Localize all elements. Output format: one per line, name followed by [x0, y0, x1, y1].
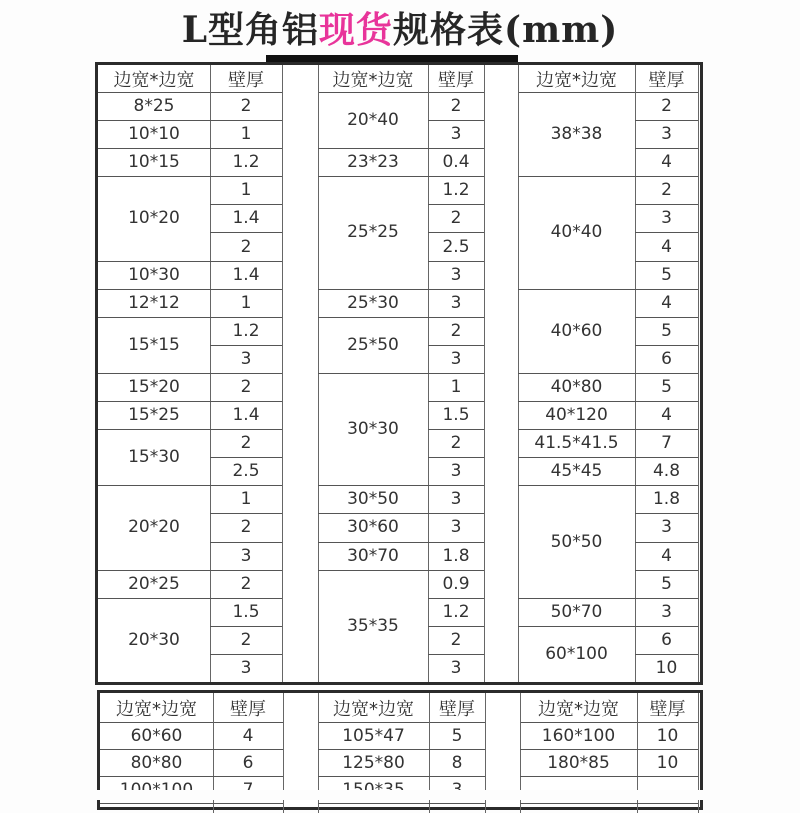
thickness-cell: 2.5 [232, 461, 260, 482]
thickness-cell: 3 [450, 461, 462, 482]
thickness-cell: 4 [661, 545, 672, 566]
size-cell: 45*45 [550, 461, 603, 482]
group-right-border [698, 65, 699, 682]
thickness-cell: 4 [661, 152, 672, 173]
thickness-cell: 1 [450, 376, 462, 397]
sub-row-divider [210, 345, 282, 346]
thickness-cell: 10 [656, 725, 679, 746]
thickness-cell: 1.4 [232, 208, 260, 229]
size-cell: 40*40 [550, 222, 603, 243]
header-thickness: 壁厚 [228, 69, 264, 91]
thickness-cell: 5 [661, 376, 672, 397]
sub-row-divider [210, 513, 282, 514]
thickness-cell: 2 [450, 208, 462, 229]
sub-row-divider [428, 232, 484, 233]
size-cell: 15*15 [128, 334, 180, 355]
thickness-cell: 2 [661, 96, 672, 117]
sub-row-divider [428, 598, 484, 599]
page-title [0, 6, 800, 54]
size-cell: 180*85 [547, 752, 610, 773]
thickness-cell: 1.5 [232, 601, 260, 622]
thickness-cell: 1.4 [232, 405, 260, 426]
group-right-border [484, 65, 485, 682]
thickness-cell: 4 [242, 725, 254, 746]
thickness-cell: 3 [450, 292, 462, 313]
size-cell: 8*25 [133, 96, 175, 117]
group-right-border [282, 65, 283, 682]
thickness-cell: 6 [242, 752, 254, 773]
sub-row-divider [428, 457, 484, 458]
sub-row-divider [210, 626, 282, 627]
size-cell: 60*100 [545, 643, 608, 664]
thickness-cell: 3 [450, 264, 462, 285]
thickness-cell: 5 [661, 573, 672, 594]
thickness-cell: 3 [450, 489, 462, 510]
thickness-cell: 1 [240, 489, 252, 510]
bottom-edge [0, 790, 800, 800]
thickness-cell: 1.4 [232, 264, 260, 285]
size-cell: 30*30 [347, 419, 399, 440]
thickness-cell: 2 [240, 629, 252, 650]
thickness-cell: 4.8 [652, 461, 681, 482]
sub-row-divider [428, 429, 484, 430]
header-size: 边宽*边宽 [536, 69, 617, 91]
sub-row-divider [210, 542, 282, 543]
thickness-cell: 5 [451, 725, 463, 746]
thickness-cell: 2 [450, 629, 462, 650]
title-suffix: 规格表(mm) [393, 9, 619, 51]
sub-row-divider [635, 570, 698, 571]
size-cell: 50*50 [550, 531, 603, 552]
thickness-cell: 2 [240, 96, 252, 117]
thickness-cell: 3 [450, 517, 462, 538]
size-cell: 105*47 [342, 725, 405, 746]
thickness-cell: 2 [240, 517, 252, 538]
size-cell: 60*60 [130, 725, 183, 746]
size-cell: 40*60 [550, 320, 603, 341]
size-cell: 160*100 [541, 725, 616, 746]
size-cell: 25*25 [347, 222, 399, 243]
sub-row-divider [635, 232, 698, 233]
thickness-cell: 2 [240, 573, 252, 594]
thickness-cell: 0.4 [442, 152, 470, 173]
size-cell: 80*80 [130, 752, 183, 773]
size-cell: 30*70 [347, 545, 399, 566]
thickness-cell: 1 [240, 180, 252, 201]
size-cell: 25*50 [347, 334, 399, 355]
sub-row-divider [210, 204, 282, 205]
sub-row-divider [428, 204, 484, 205]
row-divider [520, 803, 698, 804]
size-cell: 10*10 [128, 124, 180, 145]
size-cell: 30*60 [347, 517, 399, 538]
size-cell: 41.5*41.5 [534, 433, 619, 454]
thickness-cell: 4 [661, 405, 672, 426]
header-size: 边宽*边宽 [332, 69, 414, 91]
thickness-cell: 2 [240, 376, 252, 397]
sub-row-divider [635, 542, 698, 543]
size-cell: 40*80 [550, 376, 603, 397]
thickness-cell: 1.2 [232, 320, 260, 341]
thickness-cell: 1.2 [232, 152, 260, 173]
header-thickness: 壁厚 [649, 698, 686, 720]
size-cell: 20*20 [128, 517, 180, 538]
thickness-cell: 6 [661, 348, 672, 369]
thickness-cell: 3 [661, 124, 672, 145]
size-cell: 15*30 [128, 447, 180, 468]
size-cell: 35*35 [347, 615, 399, 636]
size-cell: 38*38 [550, 124, 603, 145]
header-thickness: 壁厚 [648, 69, 685, 91]
thickness-cell: 8 [451, 752, 463, 773]
thickness-cell: 5 [661, 320, 672, 341]
thickness-cell: 2.5 [442, 236, 470, 257]
thickness-cell: 10 [656, 752, 679, 773]
thickness-cell: 2 [240, 236, 252, 257]
size-cell: 30*50 [347, 489, 399, 510]
size-cell: 10*15 [128, 152, 180, 173]
size-cell: 15*25 [128, 405, 180, 426]
sub-row-divider [428, 345, 484, 346]
sub-row-divider [210, 232, 282, 233]
thickness-cell: 1.5 [442, 405, 470, 426]
sub-row-divider [428, 654, 484, 655]
thickness-cell: 1 [240, 292, 252, 313]
sub-row-divider [428, 626, 484, 627]
thickness-cell: 2 [661, 180, 672, 201]
title-highlight: 现货 [319, 9, 394, 51]
header-size: 边宽*边宽 [113, 69, 195, 91]
thickness-cell: 3 [450, 657, 462, 678]
thickness-cell: 3 [661, 517, 672, 538]
thickness-cell: 5 [661, 264, 672, 285]
sub-row-divider [635, 345, 698, 346]
thickness-cell: 3 [240, 545, 252, 566]
sub-row-divider [210, 654, 282, 655]
sub-row-divider [635, 120, 698, 121]
size-cell: 25*30 [347, 292, 399, 313]
thickness-cell: 1.2 [442, 601, 470, 622]
thickness-cell: 1.8 [442, 545, 470, 566]
thickness-cell: 10 [655, 657, 678, 678]
sub-row-divider [210, 457, 282, 458]
size-cell: 10*30 [128, 264, 180, 285]
thickness-cell: 3 [661, 208, 672, 229]
thickness-cell: 2 [240, 433, 252, 454]
sub-row-divider [635, 204, 698, 205]
thickness-cell: 0.9 [442, 573, 470, 594]
size-cell: 125*80 [342, 752, 405, 773]
sub-row-divider [635, 148, 698, 149]
thickness-cell: 1 [240, 124, 252, 145]
size-cell: 23*23 [347, 152, 399, 173]
size-cell: 50*70 [550, 601, 603, 622]
sub-row-divider [428, 401, 484, 402]
title-prefix: L型角铝 [181, 9, 320, 51]
thickness-cell: 2 [450, 96, 462, 117]
row-divider [100, 803, 283, 804]
thickness-cell: 3 [450, 124, 462, 145]
sub-row-divider [428, 261, 484, 262]
size-cell: 12*12 [128, 292, 180, 313]
size-cell: 15*20 [128, 376, 180, 397]
thickness-cell: 4 [661, 292, 672, 313]
thickness-cell: 2 [450, 433, 462, 454]
header-size: 边宽*边宽 [116, 698, 197, 720]
thickness-cell: 3 [661, 601, 672, 622]
header-thickness: 壁厚 [439, 698, 475, 720]
main-spec-table [95, 62, 703, 685]
sub-row-divider [635, 513, 698, 514]
header-thickness: 壁厚 [438, 69, 474, 91]
thickness-cell: 2 [450, 320, 462, 341]
thickness-cell: 4 [661, 236, 672, 257]
thickness-cell: 1.2 [442, 180, 470, 201]
sub-row-divider [635, 261, 698, 262]
row-divider [318, 803, 485, 804]
header-size: 边宽*边宽 [538, 698, 619, 720]
thickness-cell: 3 [240, 657, 252, 678]
size-cell: 20*40 [347, 110, 399, 131]
sub-row-divider [635, 654, 698, 655]
size-cell: 20*25 [128, 573, 180, 594]
sub-row-divider [635, 317, 698, 318]
thickness-cell: 3 [450, 348, 462, 369]
header-size: 边宽*边宽 [333, 698, 414, 720]
size-cell: 10*20 [128, 208, 180, 229]
thickness-cell: 1.8 [652, 489, 681, 510]
sub-row-divider [428, 120, 484, 121]
header-thickness: 壁厚 [230, 698, 266, 720]
thickness-cell: 7 [661, 433, 672, 454]
size-cell: 40*120 [545, 405, 608, 426]
thickness-cell: 3 [240, 348, 252, 369]
size-cell: 20*30 [128, 629, 180, 650]
thickness-cell: 6 [661, 629, 672, 650]
